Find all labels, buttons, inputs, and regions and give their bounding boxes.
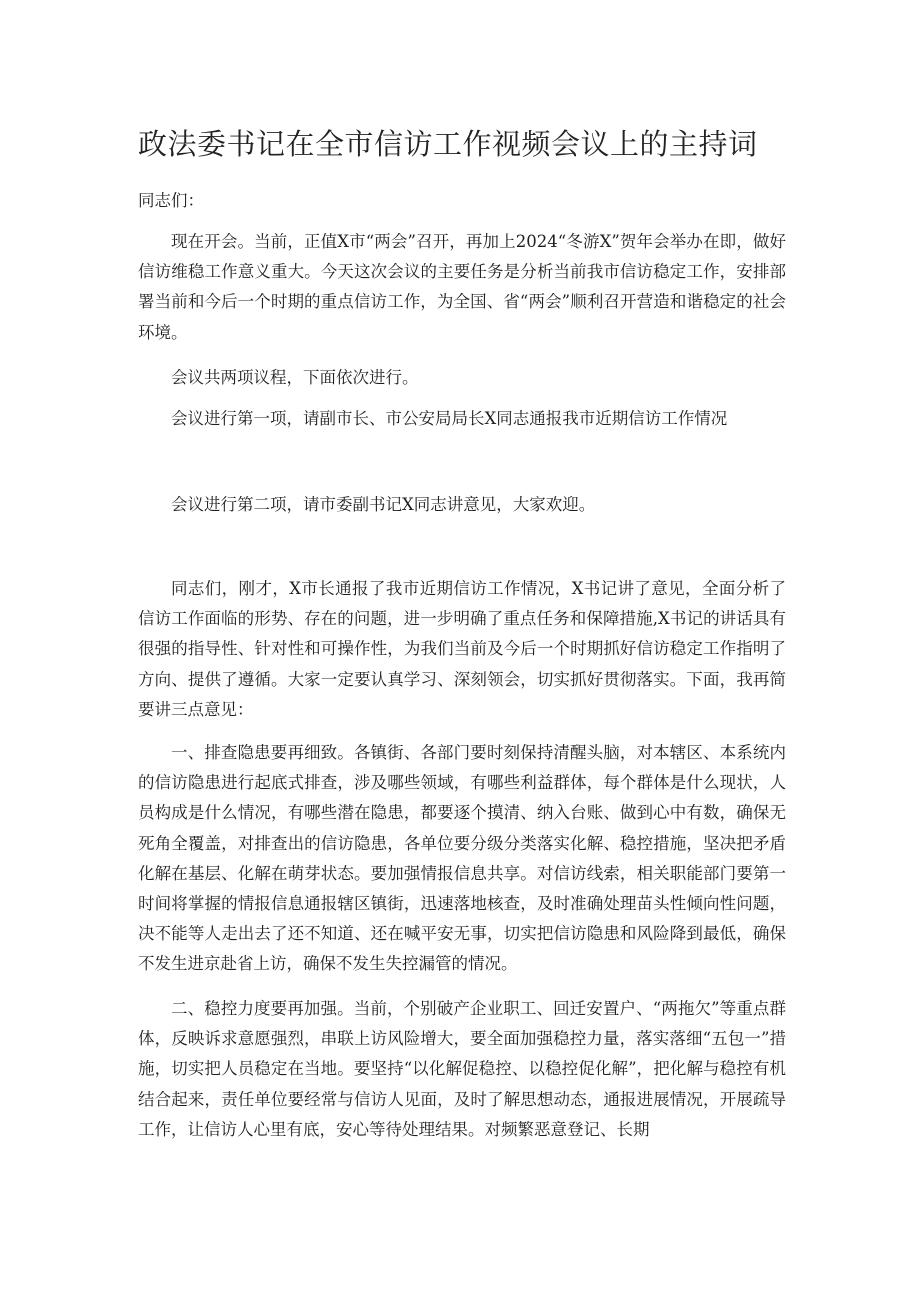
salutation: 同志们： [138,191,204,210]
paragraph-point-1: 一、排查隐患要再细致。各镇街、各部门要时刻保持清醒头脑，对本辖区、本系统内的信访隐患进行起底式排查，涉及哪些领域，有哪些利益群体，每个群体是什么现状，人员构成是什么情况，有哪些潜在隐患，都要逐个摸清、纳入台账、做到心中有数，确保无死角全覆盖，对排查出的信访隐患，各单位要分级分类落实化解、稳控措施，坚决把矛盾化解在基层、化解在萌芽状态。要加强情报信息共享。对信访线索，相关职能部门要第一时间将掌握的情报信息通报辖区镇街，迅速落地核查，及时准确处理苗头性倾向性问题，决不能等人走出去了还不知道、还在喊平安无事，切实把信访隐患和风险降到最低，确保不发生进京赴省上访，确保不发生失控漏管的情况。 [138,743,786,974]
paragraph-agenda: 会议共两项议程，下面依次进行。 [171,368,419,387]
paragraph-agenda-item-1: 会议进行第一项，请副市长、市公安局局长X同志通报我市近期信访工作情况 [171,409,728,428]
paragraph-opening: 现在开会。当前，正值X市“两会”召开，再加上2024“冬游X”贺年会举办在即，做好信访维稳工作意义重大。今天这次会议的主要任务是分析当前我市信访稳定工作，安排部署当前和今后一个时期的重点信访工作，为全国、省“两会”顺利召开营造和谐稳定的社会环境。 [138,232,786,342]
document-title: 政法委书记在全市信访工作视频会议上的主持词 [138,127,758,161]
paragraph-point-2: 二、稳控力度要再加强。当前，个别破产企业职工、回迁安置户、“两拖欠”等重点群体，反映诉求意愿强烈，串联上访风险增大，要全面加强稳控力量，落实落细“五包一”措施，切实把人员稳定在当地。要坚持“以化解促稳控、以稳控促化解”，把化解与稳控有机结合起来，责任单位要经常与信访人见面，及时了解思想动态，通报进展情况，开展疏导工作，让信访人心里有底，安心等待处理结果。对频繁恶意登记、长期 [138,999,786,1139]
paragraph-agenda-item-2: 会议进行第二项，请市委副书记X同志讲意见，大家欢迎。 [171,495,596,514]
paragraph-summary: 同志们，刚才，X市长通报了我市近期信访工作情况，X书记讲了意见，全面分析了信访工作面临的形势、存在的问题，进一步明确了重点任务和保障措施,X书记的讲话具有很强的指导性、针对性和可操作性，为我们当前及今后一个时期抓好信访稳定工作指明了方向、提供了遵循。大家一定要认真学习、深刻领会，切实抓好贯彻落实。下面，我再简要讲三点意见： [138,579,786,719]
